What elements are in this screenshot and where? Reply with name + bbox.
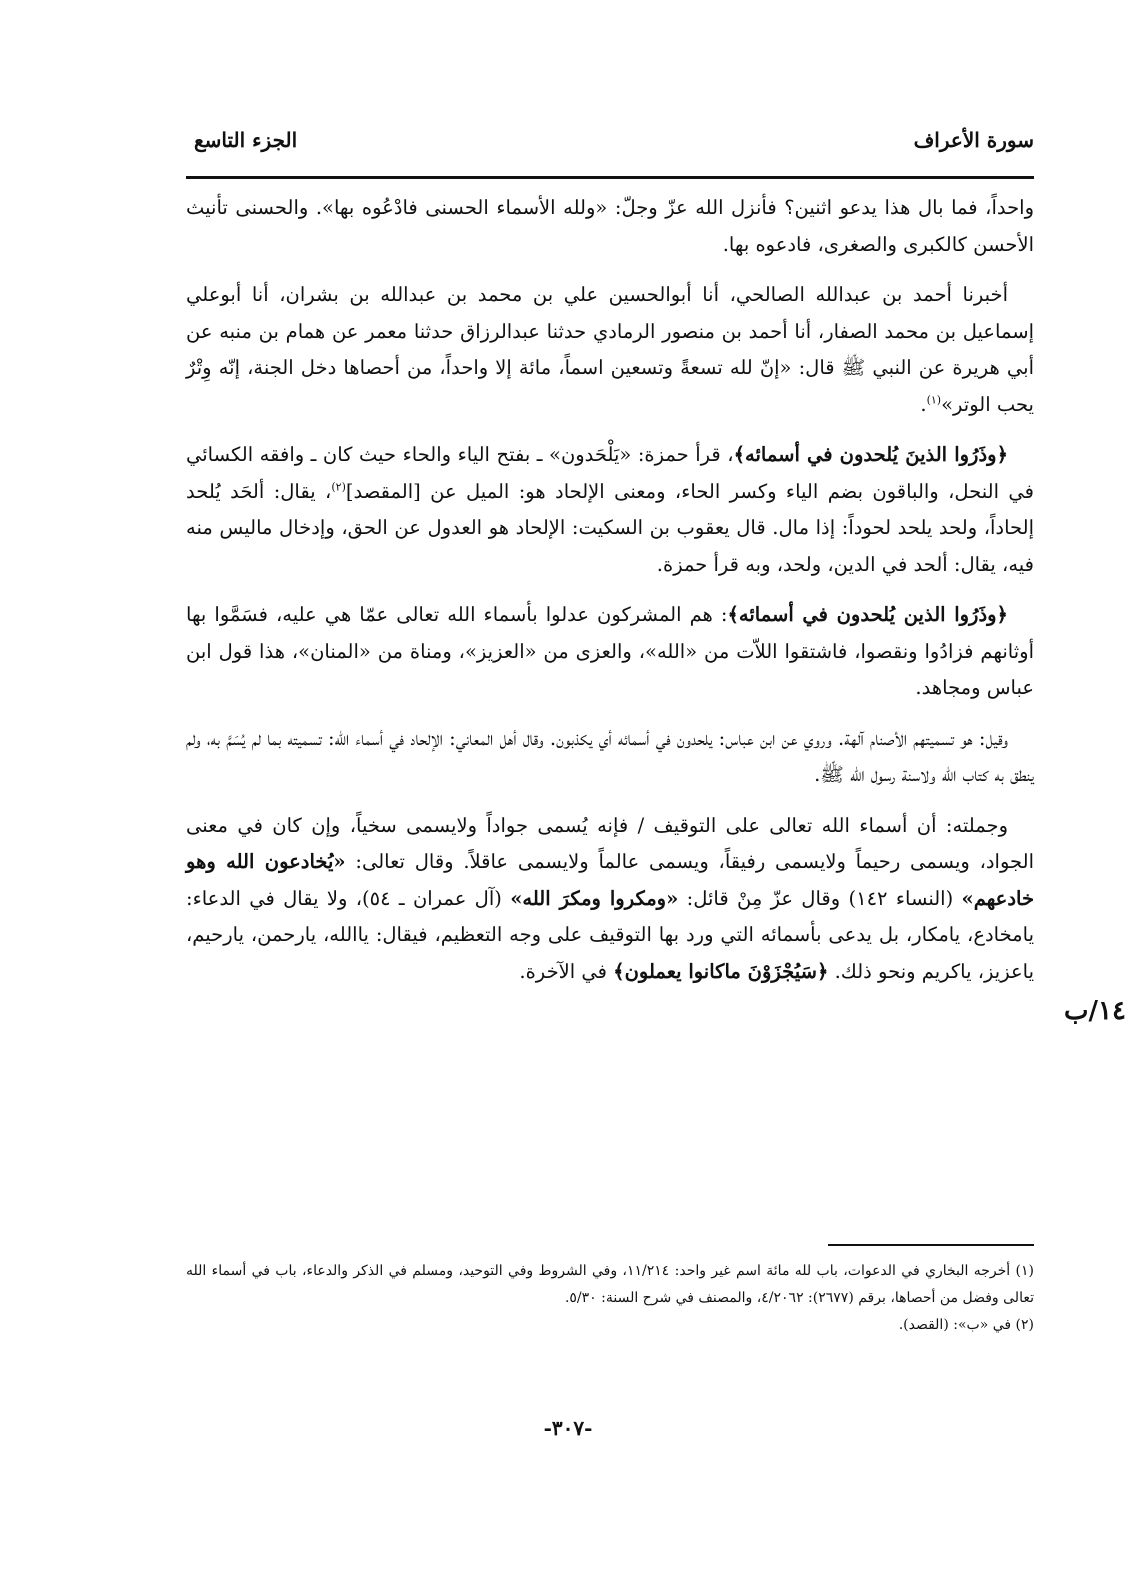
footnotes <box>186 1258 1034 1339</box>
footnote-ref-2[interactable]: (٢) <box>331 480 346 493</box>
footnote-2: (٢) في «ب»: (القصد). <box>898 1317 1034 1333</box>
header-rule <box>186 176 1034 179</box>
quran-quote: «يُخادعون الله وهو خادعهم» <box>186 850 1034 910</box>
paragraph-3: ﴿وذَرُوا الذينَ يُلحدون في أسمائه﴾، قرأ حمزة: «يَلْحَدون» ـ بفتح الياء والحاء حيث كان ـ وافقه الكسائي في النحل، والباقون بضم الياء وكسر الحاء، ومعنى الإلحاد هو: الميل عن [المقصد]$^{(٢)}$، يقال: ألحَد يُلحد إلحاداً، ولحد يلحد لحوداً: إذا مال. قال يعقوب بن السكيت: الإلحاد هو العدول عن الحق، وإدخال ماليس منه فيه، يقال: ألحد في الدين، ولحد، وبه قرأ حمزة. <box>186 443 1034 576</box>
quran-quote: ﴿سَيُجْزَوْنَ ماكانوا يعملون﴾ <box>613 959 829 983</box>
paragraph-4: ﴿وذَرُوا الذين يُلحدون في أسمائه﴾: هم المشركون عدلوا بأسماء الله تعالى عمّا هي عليه، فسَمَّوا بها أوثانهم فزادُوا ونقصوا، فاشتقوا اللاّت من «الله»، والعزى من «العزيز»، ومناة من «المنان»، هذا قول ابن عباس ومجاهد. <box>186 603 1034 699</box>
paragraph-5: وقيل: هو تسميتهم الأصنام آلهة. وروي عن ابن عباس: يلحدون في أسمائه أي يكذبون. وقال أهل المعاني: الإلحاد في أسماء الله: تسميته بما لم يُسَمَّ به، ولم ينطق به كتاب الله ولاسنة رسول الله ﷺ. <box>186 726 1034 786</box>
page-number: -٣٠٧- <box>543 1416 593 1440</box>
footnote-1: (١) أخرجه البخاري في الدعوات، باب لله مائة اسم غير واحد: ١١/٢١٤، وفي الشروط وفي التوحيد، ومسلم في الذكر والدعاء، باب في أسماء الله تعالى وفضل من أحصاها، برقم (٢٦٧٧): ٤/٢٠٦٢، والمصنف في شرح السنة: ٥/٣٠. <box>186 1263 1034 1306</box>
paragraph-6: وجملته: أن أسماء الله تعالى على التوقيف / فإنه يُسمى جواداً ولايسمى سخياً، وإن كان في معنى الجواد، ويسمى رحيماً ولايسمى رفيقاً، ويسمى عالماً ولايسمى عاقلاً. وقال تعالى: «يُخادعون الله وهو خادعهم» (النساء ١٤٢) وقال عزّ مِنْ قائل: «ومكروا ومكرَ الله» (آل عمران ـ ٥٤)، ولا يقال في الدعاء: يامخادع، يامكار، بل يدعى بأسمائه التي ورد بها التوقيف على وجه التعظيم، فيقال: ياالله، يارحمن، يارحيم، ياعزيز، ياكريم ونحو ذلك. ﴿سَيُجْزَوْنَ ماكانوا يعملون﴾ في الآخرة. <box>186 813 1034 983</box>
quran-quote: ﴿وذَرُوا الذين يُلحدون في أسمائه﴾ <box>727 603 1008 626</box>
surah-title: سورة الأعراف <box>913 128 1034 152</box>
paragraph-1: واحداً، فما بال هذا يدعو اثنين؟ فأنزل الله عزّ وجلّ: «ولله الأسماء الحسنى فادْعُوه بها». والحسنى تأنيث الأحسن كالكبرى والصغرى، فادعوه بها. <box>186 196 1034 256</box>
running-header <box>186 128 1034 168</box>
manuscript-folio-marker: ١٤/ب <box>1064 996 1126 1026</box>
paragraph-2: أخبرنا أحمد بن عبدالله الصالحي، أنا أبوالحسين علي بن محمد بن عبدالله بن بشران، أنا أبوعلي إسماعيل بن محمد الصفار، أنا أحمد بن منصور الرمادي حدثنا عبدالرزاق حدثنا معمر عن همام بن منبه عن أبي هريرة عن النبي ﷺ قال: «إنّ لله تسعةً وتسعين اسماً، مائة إلا واحداً، من أحصاها دخل الجنة، إنّه وِتْرٌ يحب الوتر»$^{(١)}$. <box>186 283 1034 416</box>
footnote-ref-1[interactable]: (١) <box>926 393 942 406</box>
part-title: الجزء التاسع <box>194 128 298 152</box>
footnote-rule <box>828 1244 1034 1246</box>
main-text <box>186 190 1034 1004</box>
quran-quote: ﴿وذَرُوا الذينَ يُلحدون في أسمائه﴾ <box>733 443 1008 466</box>
quran-quote: «ومكروا ومكرَ الله» <box>510 886 679 910</box>
